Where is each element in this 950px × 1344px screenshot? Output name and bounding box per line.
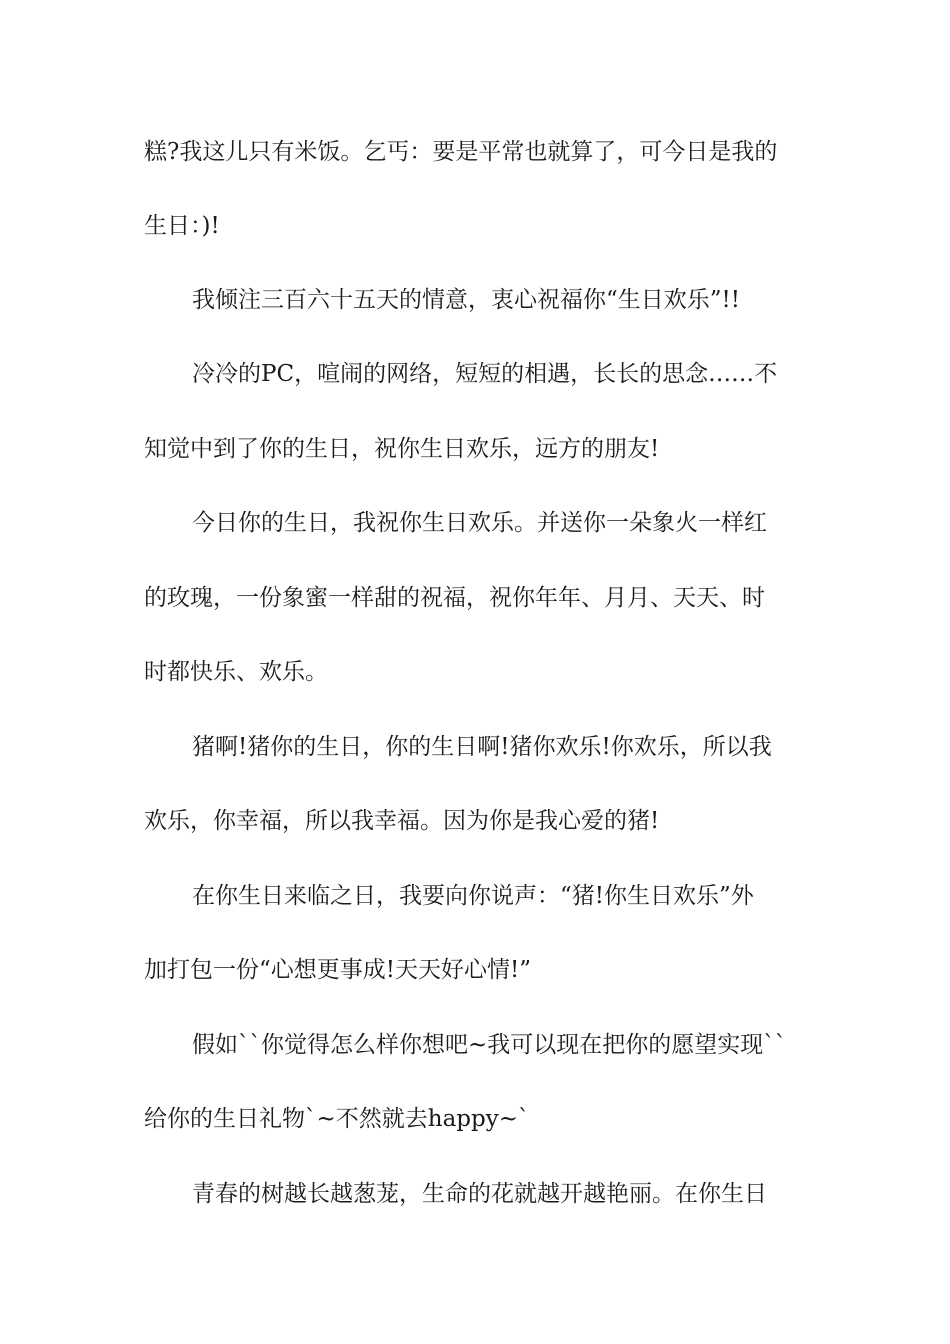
text-line: 知觉中到了你的生日，祝你生日欢乐，远方的朋友! bbox=[144, 436, 660, 462]
text-line: 欢乐，你幸福，所以我幸福。因为你是我心爱的猪! bbox=[144, 808, 660, 834]
paragraph-start-line: 假如``你觉得怎么样你想吧~我可以现在把你的愿望实现`` bbox=[192, 1032, 787, 1058]
paragraph-start-line: 青春的树越长越葱茏，生命的花就越开越艳丽。在你生日 bbox=[192, 1181, 767, 1207]
paragraph-start-line: 我倾注三百六十五天的情意，衷心祝福你“生日欢乐”!! bbox=[192, 287, 741, 313]
text-line: 糕?我这儿只有米饭。乞丐：要是平常也就算了，可今日是我的 bbox=[144, 139, 778, 165]
text-line: 时都快乐、欢乐。 bbox=[144, 659, 328, 685]
paragraph-start-line: 冷冷的PC，喧闹的网络，短短的相遇，长长的思念……不 bbox=[192, 361, 778, 387]
paragraph-start-line: 猪啊!猪你的生日，你的生日啊!猪你欢乐!你欢乐，所以我 bbox=[192, 734, 772, 760]
text-line: 的玫瑰，一份象蜜一样甜的祝福，祝你年年、月月、天天、时 bbox=[144, 585, 765, 611]
text-line: 加打包一份“心想更事成!天天好心情!” bbox=[144, 957, 532, 983]
paragraph-start-line: 今日你的生日，我祝你生日欢乐。并送你一朵象火一样红 bbox=[192, 510, 767, 536]
paragraph-start-line: 在你生日来临之日，我要向你说声：“猪!你生日欢乐”外 bbox=[192, 883, 754, 909]
text-line: 给你的生日礼物`~不然就去happy~` bbox=[144, 1106, 530, 1132]
text-line: 生日：)! bbox=[144, 213, 220, 239]
